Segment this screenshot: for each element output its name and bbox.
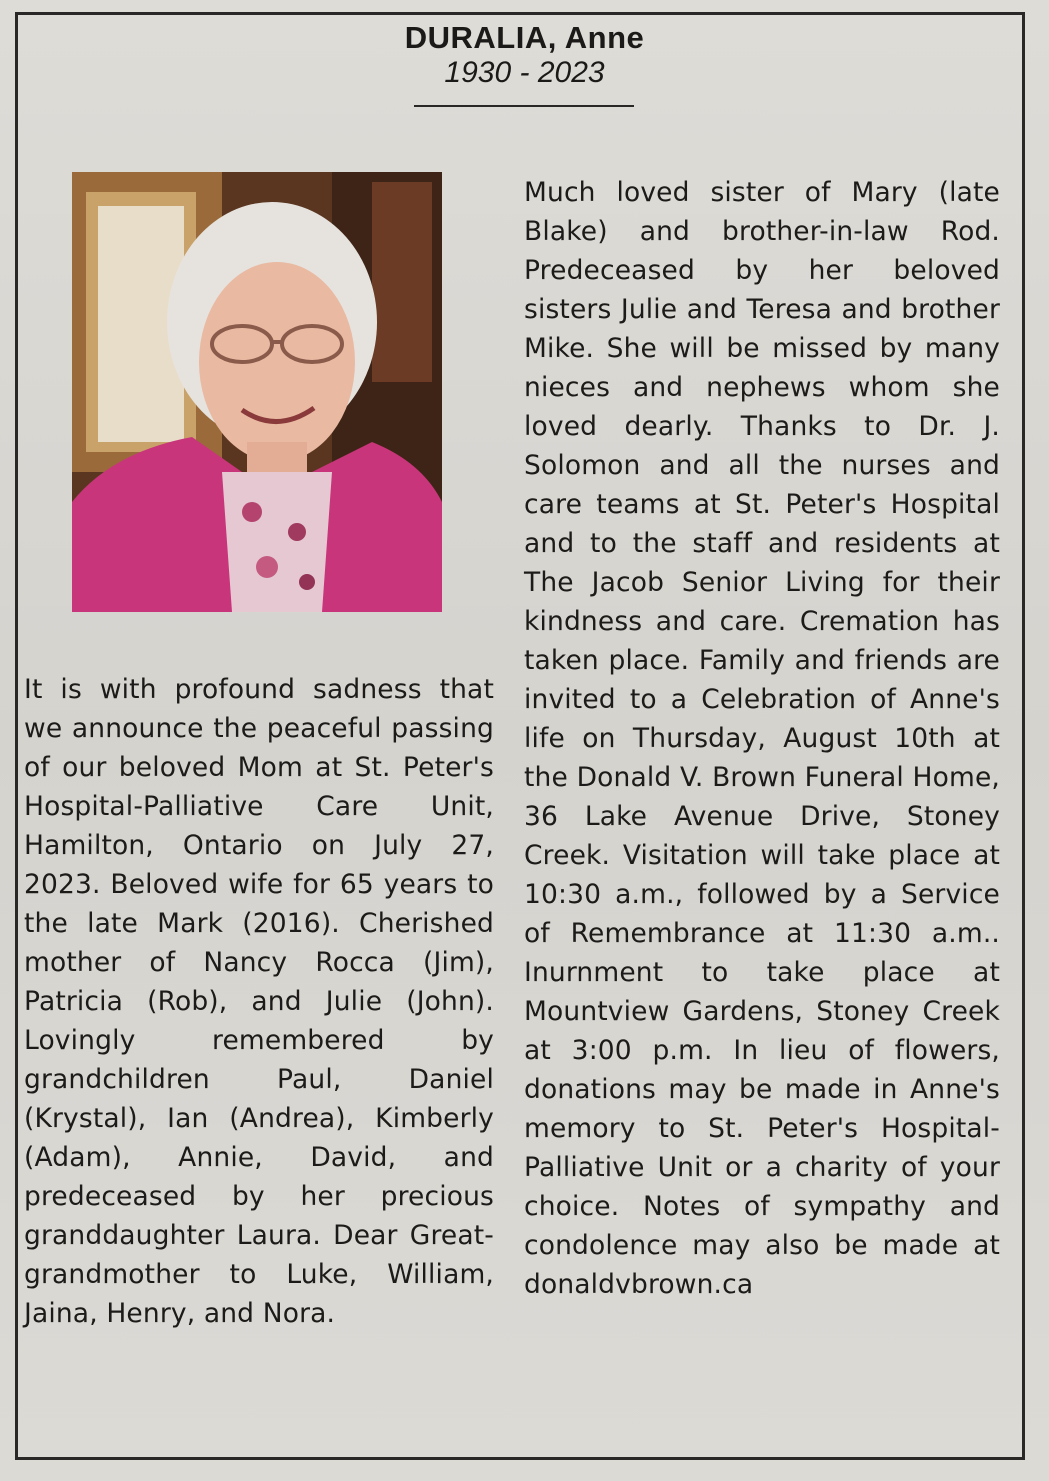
obituary-header: [0, 20, 1049, 90]
portrait-illustration: [72, 172, 442, 612]
portrait-photo: [72, 172, 442, 612]
header-divider: [414, 105, 634, 107]
obituary-name: DURALIA, Anne: [404, 20, 645, 55]
obituary-body-right: Much loved sister of Mary (late Blake) and brother-in-law Rod. Predeceased by her beloved sisters Julie and Teresa and brother Mike. She will be missed by many nieces and nephews whom she loved dearly. Thanks to Dr. J. Solomon and all the nurses and care teams at St. Peter's Hospital and to the staff and residents at The Jacob Senior Living for their kindness and care. Cremation has taken place. Family and friends are invited to a Celebration of Anne's life on Thursday, August 10th at the Donald V. Brown Funeral Home, 36 Lake Avenue Drive, Stoney Creek. Visitation will take place at 10:30 a.m., followed by a Service of Remembrance at 11:30 a.m.. Inurnment to take place at Mountview Gardens, Stoney Creek at 3:00 p.m. In lieu of flowers, donations may be made in Anne's memory to St. Peter's Hospital-Palliative Unit or a charity of your choice. Notes of sympathy and condolence may also be made at donaldvbrown.ca: [524, 177, 1000, 1300]
obituary-years: 1930 - 2023: [444, 56, 605, 89]
obituary-body-left: It is with profound sadness that we announce the peaceful passing of our beloved Mom at St. Peter's Hospital-Palliative Care Unit, Hamilton, Ontario on July 27, 2023. Beloved wife for 65 years to the late Mark (2016). Cherished mother of Nancy Rocca (Jim), Patricia (Rob), and Julie (John). Lovingly remembered by grandchildren Paul, Daniel (Krystal), Ian (Andrea), Kimberly (Adam), Annie, David, and predeceased by her precious granddaughter Laura. Dear Great-grandmother to Luke, William, Jaina, Henry, and Nora.: [24, 674, 494, 1329]
